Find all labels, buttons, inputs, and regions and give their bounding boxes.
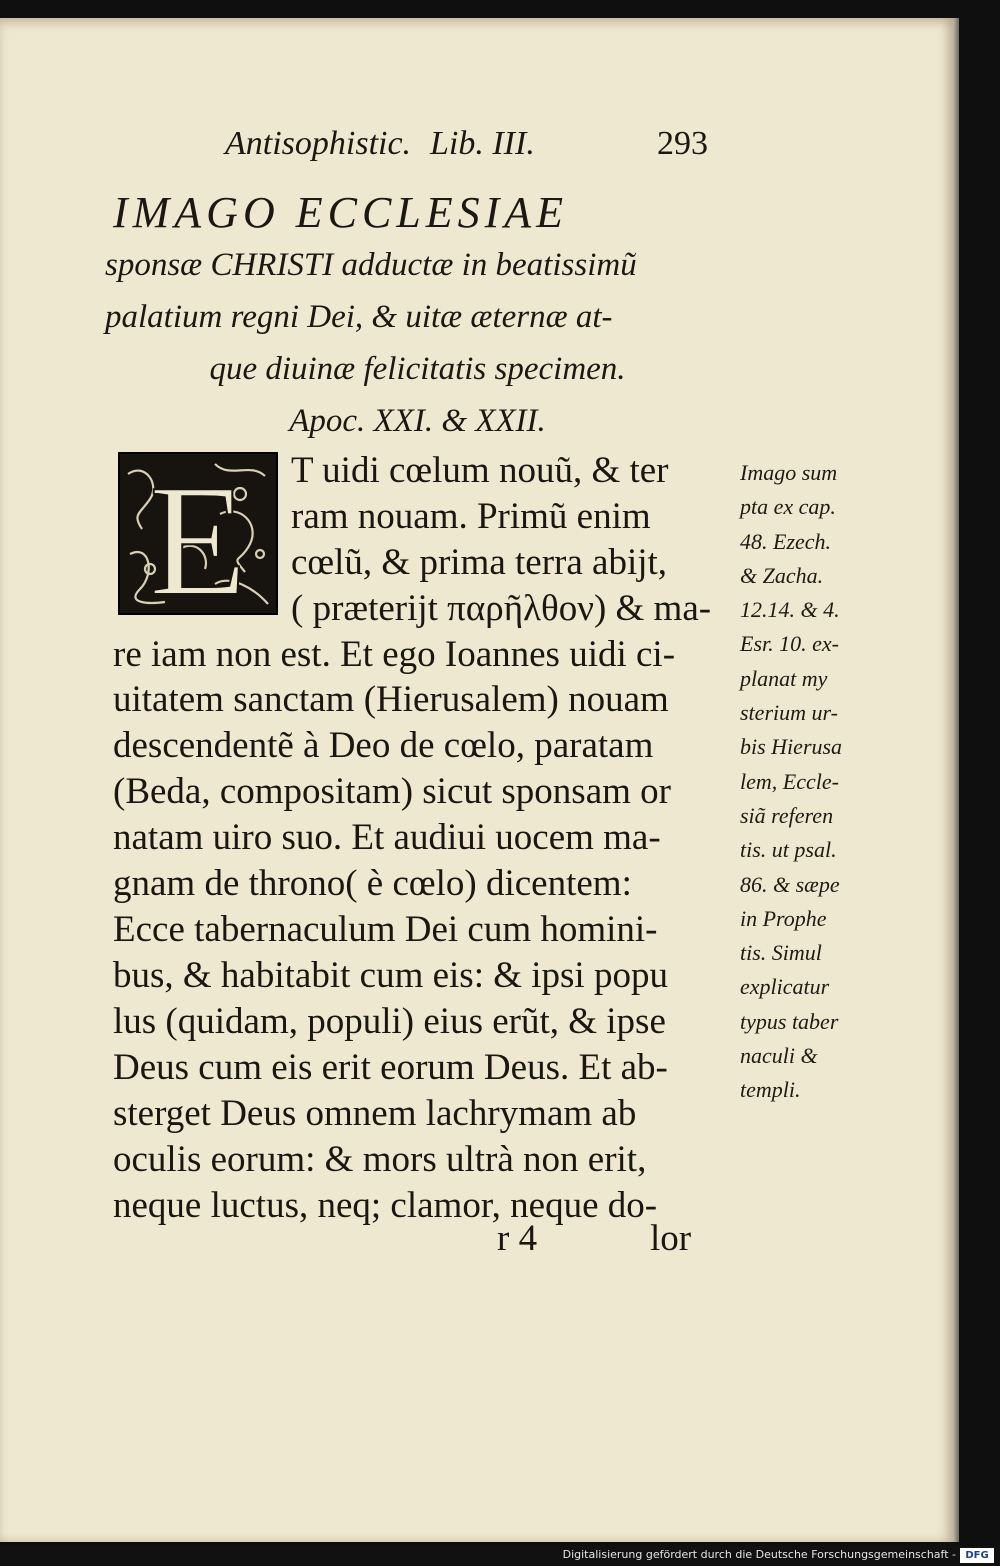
margin-line: 12.14. & 4. [740, 597, 840, 623]
margin-line: bis Hierusa [740, 734, 843, 760]
heading-line: Apoc. XXI. & XXII. [289, 403, 546, 439]
margin-line: planat my [740, 665, 828, 691]
text-line: ram nouam. Primũ enim [291, 496, 651, 537]
page-footer [105, 1217, 730, 1267]
margin-line: explicatur [740, 974, 830, 1000]
chapter-heading [105, 187, 730, 447]
text-line: uitatem sanctam (Hierusalem) nouam [113, 679, 669, 720]
text-line: natam uiro suo. Et audiui uocem ma- [113, 817, 661, 858]
margin-line: templi. [740, 1077, 801, 1103]
decorated-initial [118, 452, 278, 615]
heading-line: IMAGO ECCLESIAE [113, 188, 569, 237]
decorated-initial-letter [120, 454, 276, 613]
digitization-bar [0, 1546, 1000, 1566]
text-line: sterget Deus omnem lachrymam ab [113, 1093, 637, 1134]
margin-line: Imago sum [740, 460, 838, 485]
margin-line: tis. Simul [740, 940, 822, 966]
margin-line: & Zacha. [740, 562, 824, 588]
text-line: gnam de throno( è cœlo) dicentem: [113, 863, 632, 904]
text-line: oculis eorum: & mors ultrà non erit, [113, 1139, 647, 1180]
text-line: Ecce tabernaculum Dei cum homini- [113, 909, 658, 950]
catchword: lor [650, 1218, 692, 1259]
text-line: descendentẽ à Deo de cœlo, paratam [113, 725, 654, 766]
text-line: lus (quidam, populi) eius erũt, & ipse [113, 1001, 666, 1042]
margin-line: 86. & sæpe [740, 871, 840, 897]
heading-line: palatium regni Dei, & uitæ æternæ at- [105, 299, 613, 335]
margin-line: in Prophe [740, 905, 827, 931]
margin-line: pta ex cap. [740, 494, 836, 520]
page-edge [953, 18, 959, 1542]
running-head-book: Lib. III. [430, 125, 535, 162]
signature-mark: r 4 [497, 1218, 538, 1259]
text-line: re iam non est. Et ego Ioannes uidi ci- [113, 634, 676, 675]
running-head [225, 125, 725, 175]
margin-line: sterium ur- [740, 700, 838, 726]
funding-note: Digitalisierung gefördert durch die Deutsche Forschungsgemeinschaft - [562, 1548, 956, 1561]
text-line: T uidi cœlum nouũ, & ter [291, 450, 669, 491]
text-line: ( præterijt παρῆλθον) & ma- [291, 588, 712, 629]
text-line: cœlũ, & prima terra abijt, [291, 542, 668, 583]
margin-line: siã referen [740, 802, 834, 828]
margin-line: 48. Ezech. [740, 528, 832, 554]
page-number: 293 [657, 125, 708, 162]
margin-line: tis. ut psal. [740, 837, 837, 863]
text-line: neque luctus, neq; clamor, neque do- [113, 1185, 658, 1226]
heading-line: que diuinæ felicitatis specimen. [209, 351, 626, 387]
margin-line: naculi & [740, 1043, 818, 1069]
marginal-note [740, 456, 890, 1108]
margin-line: Esr. 10. ex- [740, 631, 839, 657]
margin-line: lem, Eccle- [740, 768, 839, 794]
running-head-title: Antisophistic. [225, 125, 412, 162]
dfg-logo: DFG [960, 1548, 994, 1563]
text-line: bus, & habitabit cum eis: & ipsi popu [113, 955, 668, 996]
text-line: Deus cum eis erit eorum Deus. Et ab- [113, 1047, 668, 1088]
text-line: (Beda, compositam) sicut sponsam or [113, 771, 671, 812]
margin-line: typus taber [740, 1008, 839, 1034]
heading-line: sponsæ CHRISTI adductæ in beatissimũ [105, 247, 637, 283]
svg-text:E: E [149, 454, 247, 613]
